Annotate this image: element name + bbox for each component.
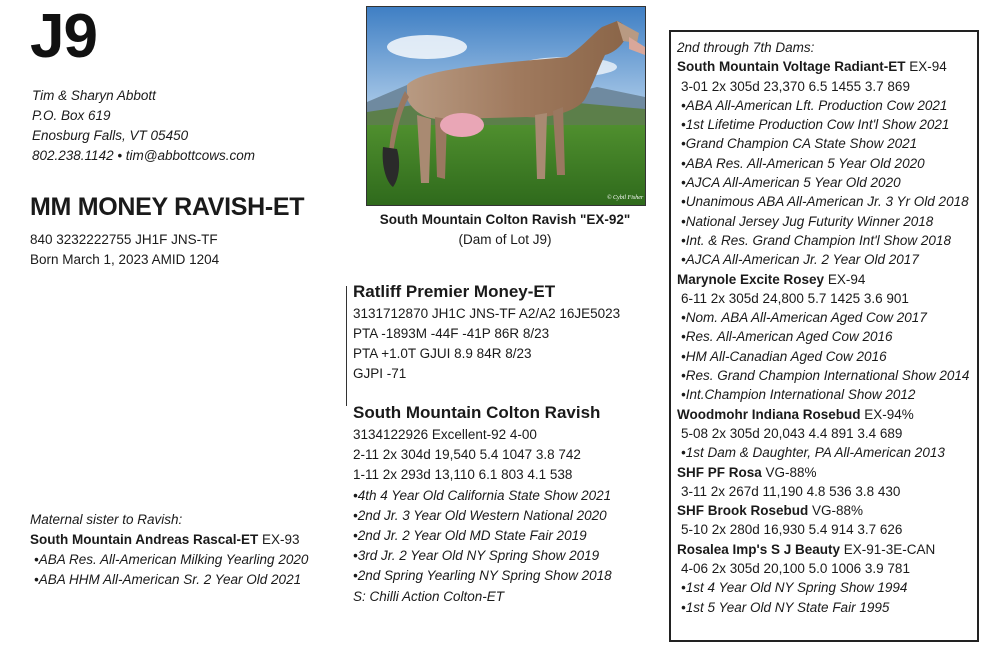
dam-line: 2-11 2x 304d 19,540 5.4 1047 3.8 742	[353, 447, 581, 463]
dam-entry-honor: •AJCA All-American Jr. 2 Year Old 2017	[681, 252, 919, 268]
dam-entry-honor: •Grand Champion CA State Show 2021	[681, 136, 918, 152]
dam-entry-honor: •National Jersey Jug Futurity Winner 2018	[681, 213, 934, 229]
dam-entry-name: Marynole Excite Rosey	[677, 271, 825, 287]
sire-line: PTA +1.0T GJUI 8.9 84R 8/23	[353, 346, 532, 361]
maternal-sister-block	[30, 510, 308, 590]
animal-born-line: Born March 1, 2023 AMID 1204	[30, 252, 220, 267]
owner-contact: 802.238.1142 • tim@abbottcows.com	[32, 148, 256, 163]
dam-entry-score: EX-94	[905, 59, 947, 75]
dam-honor: •3rd Jr. 2 Year Old NY Spring Show 2019	[353, 548, 600, 564]
sister-heading	[30, 530, 308, 550]
dam-entry-score: EX-94%	[860, 406, 914, 422]
dam-name: South Mountain Colton Ravish	[353, 403, 601, 422]
photo-caption-name: South Mountain Colton Ravish "EX-92"	[379, 212, 631, 227]
dam-entry-honor: •Int.Champion International Show 2012	[681, 387, 916, 403]
dam-entry-honor: •Int. & Res. Grand Champion Int'l Show 2018	[681, 232, 951, 248]
dam-entry-honor: •1st 4 Year Old NY Spring Show 1994	[681, 580, 908, 596]
dam-entry-record: 6-11 2x 305d 24,800 5.7 1425 3.6 901	[681, 290, 909, 306]
photo-caption-sub: (Dam of Lot J9)	[458, 232, 552, 247]
sire-line: 3131712870 JH1C JNS-TF A2/A2 16JE5023	[353, 306, 621, 321]
dam-entry-heading	[677, 463, 969, 482]
sire-block	[353, 281, 620, 384]
dam-honor: •2nd Spring Yearling NY Spring Show 2018	[353, 568, 612, 584]
dam-entry-honor: •HM All-Canadian Aged Cow 2016	[681, 348, 887, 364]
animal-id-line: 840 3232222755 JH1F JNS-TF	[30, 232, 218, 247]
sire-name: Ratliff Premier Money-ET	[353, 282, 556, 301]
photo-caption	[366, 210, 644, 250]
dam-entry-honor: •AJCA All-American 5 Year Old 2020	[681, 175, 901, 191]
cow-photo-illustration	[367, 7, 645, 205]
sister-intro: Maternal sister to Ravish:	[30, 512, 183, 527]
dam-entry-record: 3-01 2x 305d 23,370 6.5 1455 3.7 869	[681, 78, 910, 94]
lot-number: J9	[30, 2, 97, 71]
sister-score: EX-93	[258, 532, 300, 547]
dam-entry-score: VG-88%	[808, 503, 864, 519]
dam-entry-heading	[677, 501, 969, 520]
dam-entry-score: EX-94	[824, 271, 866, 287]
dam-entry-name: South Mountain Voltage Radiant-ET	[677, 59, 906, 75]
dam-entry-honor: •ABA All-American Lft. Production Cow 2021	[681, 97, 948, 113]
animal-ids	[30, 230, 219, 270]
owner-address-line-1: P.O. Box 619	[32, 108, 111, 123]
dam-entry-name: Woodmohr Indiana Rosebud	[677, 406, 861, 422]
dam-entry-record: 3-11 2x 267d 11,190 4.8 536 3.8 430	[681, 483, 901, 499]
sister-name: South Mountain Andreas Rascal-ET	[30, 532, 259, 547]
dam-entry-score: EX-91-3E-CAN	[840, 541, 936, 557]
dam-entry-name: SHF Brook Rosebud	[677, 503, 809, 519]
dam-entry-record: 5-08 2x 305d 20,043 4.4 891 3.4 689	[681, 425, 903, 441]
dams-heading: 2nd through 7th Dams:	[677, 40, 815, 55]
animal-name: MM MONEY RAVISH-ET	[30, 193, 305, 221]
sire-line: GJPI -71	[353, 366, 407, 381]
sister-honor: •ABA HHM All-American Sr. 2 Year Old 2021	[34, 572, 302, 587]
dam-entry-record: 5-10 2x 280d 16,930 5.4 914 3.7 626	[681, 522, 903, 538]
cow-photo	[366, 6, 646, 206]
dam-sire-line: S: Chilli Action Colton-ET	[353, 588, 505, 604]
owner-names: Tim & Sharyn Abbott	[32, 88, 156, 103]
dam-entry-honor: •1st Lifetime Production Cow Int'l Show 2021	[681, 117, 950, 133]
dam-entry-honor: •ABA Res. All-American 5 Year Old 2020	[681, 155, 925, 171]
sire-line: PTA -1893M -44F -41P 86R 8/23	[353, 326, 550, 341]
dam-entry-honor: •1st 5 Year Old NY State Fair 1995	[681, 599, 890, 615]
dam-entry-honor: •Nom. ABA All-American Aged Cow 2017	[681, 310, 927, 326]
dam-entry-name: Rosalea Imp's S J Beauty	[677, 541, 841, 557]
dam-honor: •2nd Jr. 2 Year Old MD State Fair 2019	[353, 528, 587, 544]
dam-entry-honor: •1st Dam & Daughter, PA All-American 2013	[681, 445, 945, 461]
photo-signature: © Cybil Fisher	[607, 195, 644, 201]
dam-entry-heading	[677, 540, 969, 559]
pedigree-bracket	[346, 286, 347, 406]
dam-entry-heading	[677, 270, 969, 289]
dam-line: 1-11 2x 293d 13,110 6.1 803 4.1 538	[353, 467, 573, 483]
owner-address-line-2: Enosburg Falls, VT 05450	[32, 128, 189, 143]
dam-entry-heading	[677, 405, 969, 424]
sister-honor: •ABA Res. All-American Milking Yearling 2020	[34, 552, 309, 567]
dam-honor: •4th 4 Year Old California State Show 2021	[353, 487, 612, 503]
dam-entry-honor: •Res. Grand Champion International Show 2014	[681, 368, 970, 384]
dam-entry-honor: •Unanimous ABA All-American Jr. 3 Yr Old 2018	[681, 194, 969, 210]
dam-entry-score: VG-88%	[761, 464, 817, 480]
dam-entry-record: 4-06 2x 305d 20,100 5.0 1006 3.9 781	[681, 561, 910, 577]
dam-line: 3134122926 Excellent-92 4-00	[353, 427, 537, 442]
dam-honor: •2nd Jr. 3 Year Old Western National 2020	[353, 507, 607, 523]
dam-entry-heading	[677, 57, 969, 76]
owner-block	[32, 86, 255, 166]
dam-block	[353, 402, 612, 607]
dam-entry-name: SHF PF Rosa	[677, 464, 762, 480]
dam-entry-honor: •Res. All-American Aged Cow 2016	[681, 329, 893, 345]
dams-list	[677, 38, 969, 617]
